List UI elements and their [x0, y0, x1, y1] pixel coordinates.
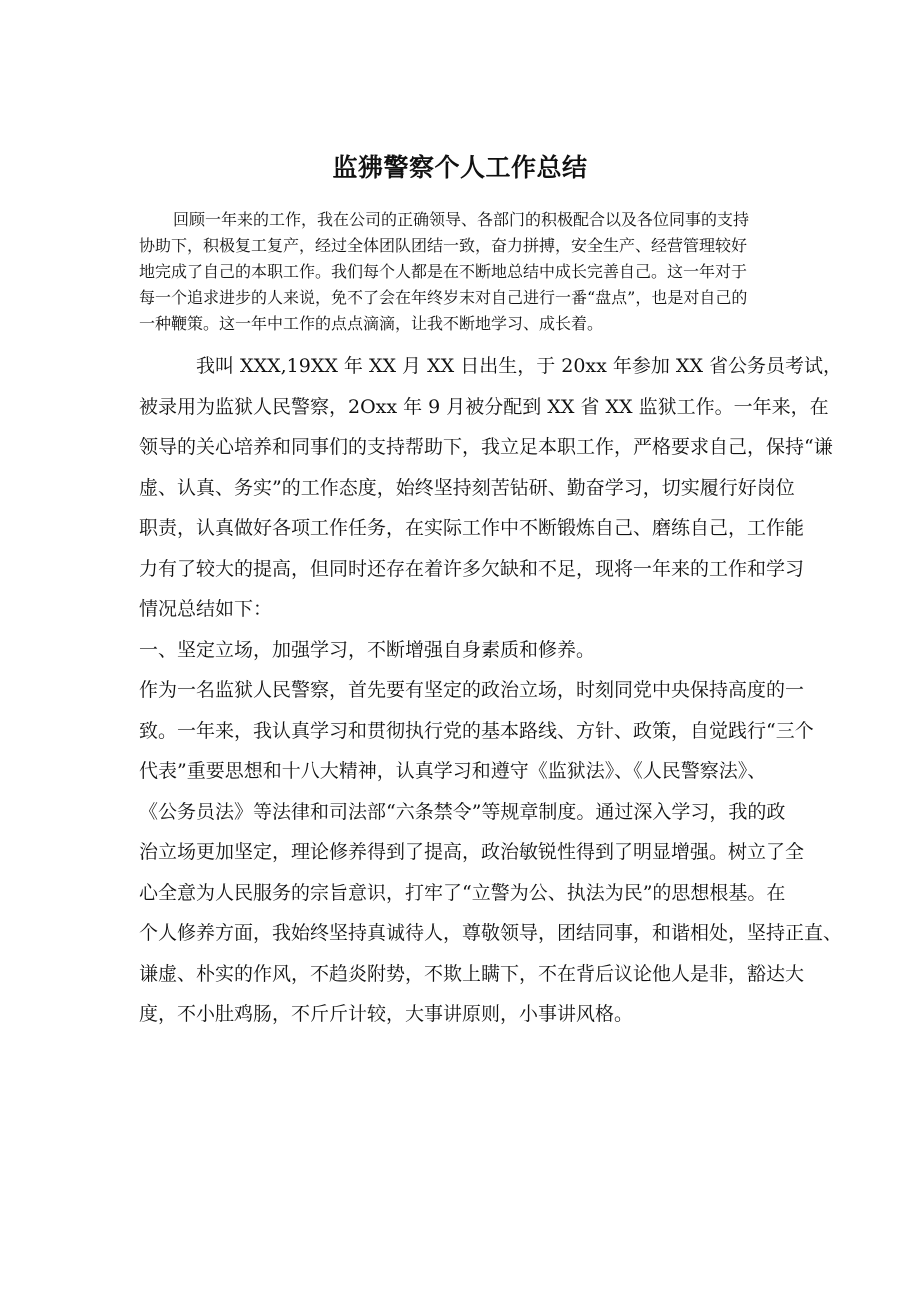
paragraph-line: 力有了较大的提高，但同时还存在着许多欠缺和不足，现将一年来的工作和学习 — [139, 557, 805, 580]
intro-paragraph — [139, 207, 799, 337]
paragraph-line: 虚、认真、务实”的工作态度，始终坚持刻苦钻研、勤奋学习，切实履行好岗位 — [139, 476, 795, 499]
paragraph-line: 治立场更加坚定，理论修养得到了提高，政治敏锐性得到了明显增强。树立了全 — [139, 841, 805, 863]
paragraph-line: 度，不小肚鸡肠，不斤斤计较，大事讲原则，小事讲风格。 — [139, 1003, 634, 1025]
paragraph-line: 代表”重要思想和十八大精神，认真学习和遵守《监狱法》、《人民警察法》、 — [139, 760, 767, 782]
paragraph-line: 《公务员法》等法律和司法部“六条禁令”等规章制度。通过深入学习，我的政 — [139, 800, 786, 823]
intro-line: 地完成了自己的本职工作。我们每个人都是在不断地总结中成长完善自己。这一年对于 — [139, 262, 748, 281]
paragraph-line: 职责，认真做好各项工作任务，在实际工作中不断锻炼自己、磨练自己，工作能 — [139, 517, 805, 539]
paragraph-line: 个人修养方面，我始终坚持真诚待人，尊敬领导，团结同事，和谐相处，坚持正直、 — [139, 922, 843, 944]
paragraph-line: 心全意为人民服务的宗旨意识，打牢了“立警为公、执法为民”的思想根基。在 — [139, 881, 786, 904]
intro-line: 回顾一年来的工作，我在公司的正确领导、各部门的积极配合以及各位同事的支持 — [173, 210, 750, 229]
paragraph-line: 情况总结如下： — [139, 598, 273, 620]
paragraph-line: 我叫 XXX,19XX 年 XX 月 XX 日出生，于 20xx 年参加 XX 省公务员考试， — [196, 355, 843, 377]
paragraph-line: 被录用为监狱人民警察，2Oxx 年 9 月被分配到 XX 省 XX 监狱工作。一年来，在 — [139, 395, 829, 418]
intro-line: 每一个追求进步的人来说，免不了会在年终岁末对自己进行一番“盘点”，也是对自己的 — [139, 288, 748, 307]
intro-line: 协助下，积极复工复产，经过全体团队团结一致，奋力拼搏，安全生产、经营管理较好 — [139, 236, 748, 255]
section-heading: 一、坚定立场，加强学习，不断增强自身素质和修养。 — [139, 638, 596, 661]
paragraph-line: 领导的关心培养和同事们的支持帮助下，我立足本职工作，严格要求自己，保持“谦 — [139, 436, 833, 458]
body-text — [139, 346, 843, 1035]
intro-line: 一种鞭策。这一年中工作的点点滴滴，让我不断地学习、成长着。 — [139, 314, 604, 333]
document-title: 监狒警察个人工作总结 — [332, 153, 588, 182]
paragraph-line: 谦虚、朴实的作风，不趋炎附势，不欺上瞒下，不在背后议论他人是非，豁达大 — [139, 962, 805, 985]
paragraph-line: 致。一年来，我认真学习和贯彻执行党的基本路线、方针、政策，自觉践行“三个 — [139, 719, 814, 742]
paragraph-line: 作为一名监狱人民警察，首先要有坚定的政治立场，时刻同党中央保持高度的一 — [139, 679, 805, 701]
